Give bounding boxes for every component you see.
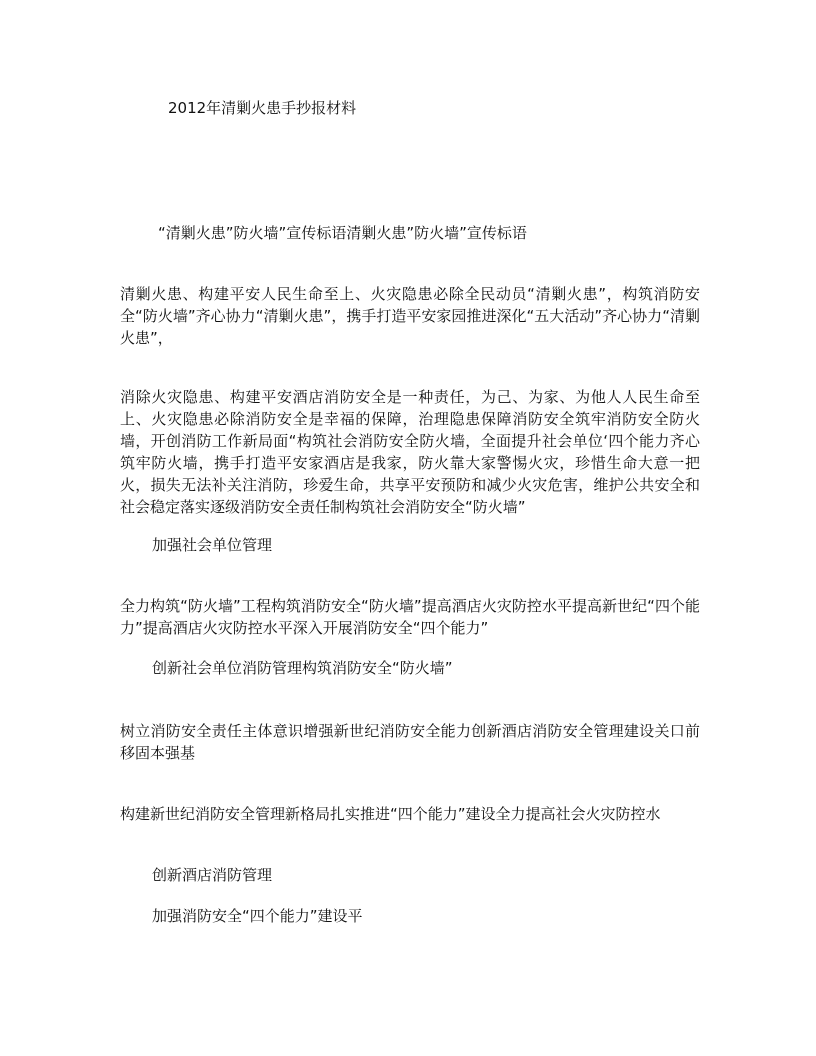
subheading-4: 加强消防安全“四个能力”建设平 — [152, 907, 363, 925]
paragraph-5: 构建新世纪消防安全管理新格局扎实推进“四个能力”建设全力提高社会火灾防控水 — [120, 805, 661, 823]
paragraph-4: 树立消防安全责任主体意识增强新世纪消防安全能力创新酒店消防安全管理建设关口前移固本强基 — [120, 722, 700, 762]
subheading-1: 加强社会单位管理 — [152, 536, 273, 554]
paragraph-1: 清剿火患、构建平安人民生命至上、火灾隐患必除全民动员“清剿火患”，构筑消防安全“防火墙”齐心协力“清剿火患”，携手打造平安家园推进深化“五大活动”齐心协力“清剿火患”， — [120, 285, 700, 347]
paragraph-2: 消除火灾隐患、构建平安酒店消防安全是一种责任，为己、为家、为他人人民生命至上、火灾隐患必除消防安全是幸福的保障，治理隐患保障消防安全筑牢消防安全防火墙，开创消防工作新局面“构筑社会消防安全防火墙，全面提升社会单位‘四个能力齐心筑牢防火墙，携手打造平安家酒店是我家，防火靠大家警惕火灾，珍惜生命大意一把火，损失无法补关注消防，珍爱生命，共享平安预防和减少火灾危害，维护公共安全和社会稳定落实逐级消防安全责任制构筑社会消防安全“防火墙” — [120, 388, 700, 516]
slogan-heading: “清剿火患”防火墙”宣传标语清剿火患”防火墙”宣传标语 — [158, 224, 527, 242]
subheading-3: 创新酒店消防管理 — [152, 866, 273, 884]
paragraph-3: 全力构筑“防火墙”工程构筑消防安全“防火墙”提高酒店火灾防控水平提高新世纪“四个能力”提高酒店火灾防控水平深入开展消防安全“四个能力” — [120, 597, 700, 637]
document-title: 2012年清剿火患手抄报材料 — [168, 99, 357, 117]
subheading-2: 创新社会单位消防管理构筑消防安全“防火墙” — [152, 659, 453, 677]
